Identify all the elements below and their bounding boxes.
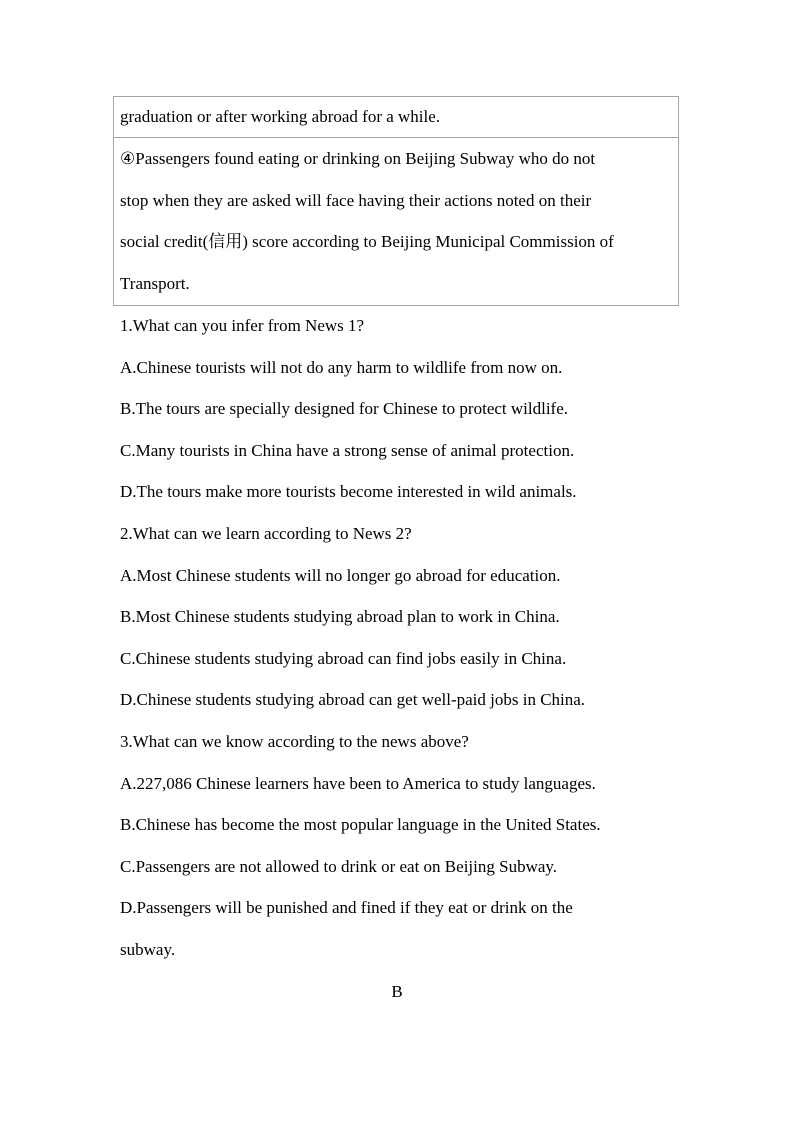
answer-option: D.Chinese students studying abroad can get well-paid jobs in China. bbox=[120, 690, 586, 710]
answer-option: A.227,086 Chinese learners have been to America to study languages. bbox=[120, 773, 596, 793]
answer-option: D.Passengers will be punished and fined if they eat or drink on the bbox=[120, 898, 573, 918]
news-table bbox=[113, 96, 679, 306]
news-4-line: social credit(信用) score according to Beijing Municipal Commission of bbox=[120, 232, 614, 252]
news-3-continued-cell bbox=[114, 97, 678, 137]
question-stem: 2.What can we learn according to News 2? bbox=[120, 523, 412, 543]
question-stem: 1.What can you infer from News 1? bbox=[120, 316, 365, 335]
answer-option: D.The tours make more tourists become interested in wild animals. bbox=[120, 482, 577, 502]
news-3-continued-text: graduation or after working abroad for a while. bbox=[120, 107, 441, 126]
answer-option: B.Chinese has become the most popular language in the United States. bbox=[120, 815, 601, 835]
answer-option: C.Chinese students studying abroad can find jobs easily in China. bbox=[120, 648, 567, 668]
answer-option-continued: subway. bbox=[120, 939, 176, 959]
question-stem: 3.What can we know according to the news above? bbox=[120, 731, 469, 751]
question-3 bbox=[120, 721, 680, 971]
answer-option: B.Most Chinese students studying abroad plan to work in China. bbox=[120, 607, 560, 627]
answer-option: B.The tours are specially designed for Chinese to protect wildlife. bbox=[120, 399, 569, 419]
question-2 bbox=[120, 513, 680, 721]
answer-option: C.Many tourists in China have a strong sense of animal protection. bbox=[120, 440, 575, 460]
answer-option: A.Most Chinese students will no longer go abroad for education. bbox=[120, 565, 561, 585]
question-1 bbox=[120, 305, 680, 513]
news-4-line: ④Passengers found eating or drinking on Beijing Subway who do not bbox=[120, 149, 596, 168]
answer-option: A.Chinese tourists will not do any harm to wildlife from now on. bbox=[120, 357, 563, 377]
section-heading: B bbox=[391, 982, 403, 1001]
answer-option: C.Passengers are not allowed to drink or eat on Beijing Subway. bbox=[120, 856, 558, 876]
news-4-cell bbox=[114, 137, 678, 305]
news-4-line: Transport. bbox=[120, 274, 190, 294]
news-4-line: stop when they are asked will face having their actions noted on their bbox=[120, 190, 592, 210]
question-list bbox=[120, 305, 680, 971]
